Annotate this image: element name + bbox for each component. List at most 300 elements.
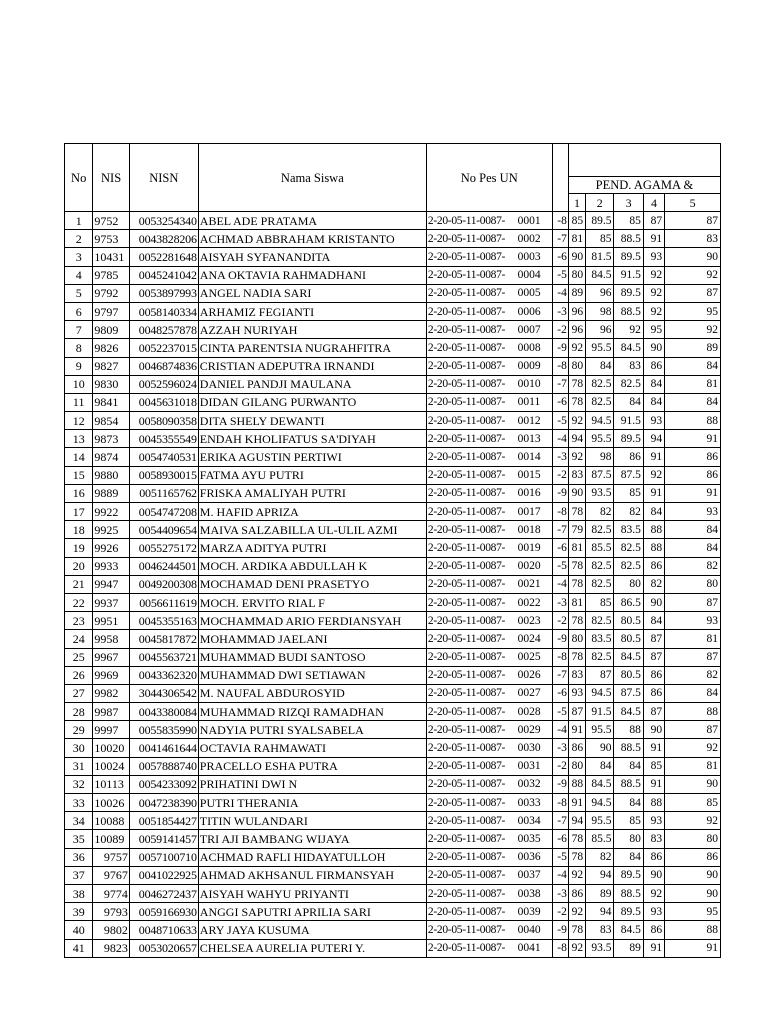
row-number: 28 — [65, 703, 93, 721]
score-cell-3: 91.5 — [614, 266, 643, 284]
score-cell-3: 92 — [614, 321, 643, 339]
exam-number-cell: 2-20-05-11-0087- — [426, 812, 517, 830]
score-cell-2: 91.5 — [586, 703, 614, 721]
exam-number-cell: 2-20-05-11-0087- — [426, 266, 517, 284]
nisn-cell: 0051165762 — [129, 484, 198, 502]
student-name-cell: MOCH. ERVITO RIAL F — [198, 593, 426, 611]
score-cell-5: 91 — [665, 484, 721, 502]
exam-number-suffix-cell: 0025 — [518, 648, 552, 666]
score-cell-5: 92 — [665, 266, 721, 284]
exam-number-suffix-cell: 0016 — [518, 484, 552, 502]
score-cell-1: 92 — [568, 939, 585, 957]
student-name-cell: NADYIA PUTRI SYALSABELA — [198, 721, 426, 739]
score-cell-4: 93 — [643, 412, 664, 430]
score-cell-5: 85 — [665, 794, 721, 812]
offset-cell: -7 — [552, 666, 568, 684]
table-row — [65, 321, 721, 339]
score-cell-2: 89.5 — [586, 212, 614, 230]
exam-number-suffix-cell: 0007 — [518, 321, 552, 339]
score-cell-2: 94 — [586, 866, 614, 884]
exam-number-suffix-cell: 0015 — [518, 466, 552, 484]
table-row — [65, 212, 721, 230]
exam-number-suffix-cell: 0034 — [518, 812, 552, 830]
student-name-cell: MOCHAMAD DENI PRASETYO — [198, 575, 426, 593]
nis-cell: 9841 — [93, 393, 129, 411]
score-cell-4: 87 — [643, 630, 664, 648]
score-cell-1: 78 — [568, 575, 585, 593]
nisn-cell: 0046874836 — [129, 357, 198, 375]
exam-number-suffix-cell: 0022 — [518, 593, 552, 611]
score-cell-2: 82.5 — [586, 375, 614, 393]
offset-cell: -5 — [552, 848, 568, 866]
exam-number-suffix-cell: 0005 — [518, 284, 552, 302]
score-cell-4: 95 — [643, 321, 664, 339]
score-cell-3: 84.5 — [614, 339, 643, 357]
table-row — [65, 503, 721, 521]
exam-number-cell: 2-20-05-11-0087- — [426, 248, 517, 266]
score-cell-5: 90 — [665, 775, 721, 793]
score-cell-5: 91 — [665, 430, 721, 448]
exam-number-cell: 2-20-05-11-0087- — [426, 393, 517, 411]
offset-cell: -6 — [552, 539, 568, 557]
student-name-cell: ANA OKTAVIA RAHMADHANI — [198, 266, 426, 284]
exam-number-suffix-cell: 0021 — [518, 575, 552, 593]
nis-cell: 9982 — [93, 684, 129, 702]
exam-number-cell: 2-20-05-11-0087- — [426, 339, 517, 357]
exam-number-suffix-cell: 0028 — [518, 703, 552, 721]
score-cell-4: 90 — [643, 866, 664, 884]
exam-number-suffix-cell: 0009 — [518, 357, 552, 375]
offset-cell: -9 — [552, 630, 568, 648]
nisn-cell: 0045563721 — [129, 648, 198, 666]
row-number: 27 — [65, 684, 93, 702]
score-cell-3: 86 — [614, 448, 643, 466]
score-cell-4: 91 — [643, 775, 664, 793]
row-number: 40 — [65, 921, 93, 939]
score-cell-2: 95.5 — [586, 812, 614, 830]
score-cell-5: 86 — [665, 448, 721, 466]
score-cell-2: 82.5 — [586, 575, 614, 593]
nisn-cell: 0054233092 — [129, 775, 198, 793]
score-cell-3: 80.5 — [614, 612, 643, 630]
nisn-cell: 0043380084 — [129, 703, 198, 721]
score-cell-4: 86 — [643, 357, 664, 375]
nisn-cell: 0045355549 — [129, 430, 198, 448]
row-number: 15 — [65, 466, 93, 484]
nisn-cell: 0053254340 — [129, 212, 198, 230]
row-number: 2 — [65, 230, 93, 248]
table-row — [65, 357, 721, 375]
nisn-cell: 0059141457 — [129, 830, 198, 848]
score-cell-5: 87 — [665, 212, 721, 230]
score-cell-4: 86 — [643, 557, 664, 575]
nisn-cell: 0048710633 — [129, 921, 198, 939]
student-name-cell: ARY JAYA KUSUMA — [198, 921, 426, 939]
score-cell-3: 89.5 — [614, 430, 643, 448]
score-cell-1: 91 — [568, 794, 585, 812]
score-cell-3: 85 — [614, 212, 643, 230]
score-cell-4: 87 — [643, 703, 664, 721]
offset-cell: -5 — [552, 703, 568, 721]
nis-cell: 9997 — [93, 721, 129, 739]
exam-number-suffix-cell: 0036 — [518, 848, 552, 866]
table-row — [65, 593, 721, 611]
row-number: 9 — [65, 357, 93, 375]
table-row — [65, 921, 721, 939]
score-cell-2: 82.5 — [586, 521, 614, 539]
col-header-nama-siswa: Nama Siswa — [198, 144, 426, 212]
nis-cell: 9947 — [93, 575, 129, 593]
score-cell-4: 91 — [643, 484, 664, 502]
score-cell-3: 88.5 — [614, 739, 643, 757]
exam-number-cell: 2-20-05-11-0087- — [426, 430, 517, 448]
score-cell-2: 82.5 — [586, 393, 614, 411]
student-name-cell: ERIKA AGUSTIN PERTIWI — [198, 448, 426, 466]
score-cell-2: 95.5 — [586, 721, 614, 739]
offset-cell: -3 — [552, 448, 568, 466]
score-cell-1: 86 — [568, 884, 585, 902]
nisn-cell: 0041461644 — [129, 739, 198, 757]
score-cell-3: 80 — [614, 830, 643, 848]
exam-number-cell: 2-20-05-11-0087- — [426, 794, 517, 812]
score-cell-1: 92 — [568, 412, 585, 430]
score-cell-1: 93 — [568, 684, 585, 702]
student-name-cell: TITIN WULANDARI — [198, 812, 426, 830]
score-cell-5: 82 — [665, 557, 721, 575]
row-number: 12 — [65, 412, 93, 430]
score-cell-1: 80 — [568, 266, 585, 284]
score-cell-3: 89 — [614, 939, 643, 957]
offset-cell: -8 — [552, 939, 568, 957]
nisn-cell: 0052237015 — [129, 339, 198, 357]
offset-cell: -2 — [552, 757, 568, 775]
exam-number-suffix-cell: 0027 — [518, 684, 552, 702]
score-cell-4: 84 — [643, 393, 664, 411]
nisn-cell: 0058140334 — [129, 302, 198, 320]
row-number: 37 — [65, 866, 93, 884]
nis-cell: 9752 — [93, 212, 129, 230]
exam-number-suffix-cell: 0004 — [518, 266, 552, 284]
student-name-cell: MOCHAMMAD ARIO FERDIANSYAH — [198, 612, 426, 630]
table-row — [65, 484, 721, 502]
table-row — [65, 866, 721, 884]
offset-cell: -4 — [552, 430, 568, 448]
student-name-cell: MOCH. ARDIKA ABDULLAH K — [198, 557, 426, 575]
score-cell-1: 90 — [568, 484, 585, 502]
offset-cell: -5 — [552, 557, 568, 575]
exam-number-cell: 2-20-05-11-0087- — [426, 703, 517, 721]
exam-number-cell: 2-20-05-11-0087- — [426, 739, 517, 757]
table-row — [65, 939, 721, 957]
row-number: 10 — [65, 375, 93, 393]
score-cell-1: 80 — [568, 757, 585, 775]
score-cell-4: 93 — [643, 248, 664, 266]
offset-cell: -9 — [552, 921, 568, 939]
score-col-header-5: 5 — [665, 194, 721, 212]
table-row — [65, 393, 721, 411]
offset-cell: -2 — [552, 612, 568, 630]
exam-number-suffix-cell: 0006 — [518, 302, 552, 320]
score-cell-1: 88 — [568, 775, 585, 793]
exam-number-suffix-cell: 0031 — [518, 757, 552, 775]
score-cell-2: 95.5 — [586, 430, 614, 448]
exam-number-suffix-cell: 0030 — [518, 739, 552, 757]
nis-cell: 9802 — [93, 921, 129, 939]
score-cell-3: 80.5 — [614, 666, 643, 684]
subject-group-header: PEND. AGAMA & — [568, 177, 720, 194]
score-cell-3: 89.5 — [614, 903, 643, 921]
score-cell-2: 82 — [586, 503, 614, 521]
table-row — [65, 575, 721, 593]
score-cell-2: 81.5 — [586, 248, 614, 266]
table-row — [65, 648, 721, 666]
exam-number-cell: 2-20-05-11-0087- — [426, 212, 517, 230]
score-cell-4: 90 — [643, 593, 664, 611]
score-cell-1: 78 — [568, 557, 585, 575]
exam-number-suffix-cell: 0029 — [518, 721, 552, 739]
nis-cell: 9823 — [93, 939, 129, 957]
score-cell-3: 82 — [614, 503, 643, 521]
row-number: 22 — [65, 593, 93, 611]
score-cell-2: 96 — [586, 284, 614, 302]
score-cell-3: 88.5 — [614, 302, 643, 320]
score-cell-3: 89.5 — [614, 248, 643, 266]
exam-number-suffix-cell: 0020 — [518, 557, 552, 575]
score-cell-5: 82 — [665, 666, 721, 684]
row-number: 32 — [65, 775, 93, 793]
score-cell-5: 84 — [665, 684, 721, 702]
table-body — [65, 212, 721, 958]
score-cell-4: 91 — [643, 448, 664, 466]
score-cell-1: 94 — [568, 812, 585, 830]
score-cell-3: 82.5 — [614, 539, 643, 557]
score-cell-5: 81 — [665, 375, 721, 393]
score-cell-1: 78 — [568, 648, 585, 666]
nisn-cell: 0046244501 — [129, 557, 198, 575]
score-cell-1: 90 — [568, 248, 585, 266]
nis-cell: 9797 — [93, 302, 129, 320]
exam-number-cell: 2-20-05-11-0087- — [426, 830, 517, 848]
score-cell-4: 88 — [643, 521, 664, 539]
score-cell-1: 92 — [568, 448, 585, 466]
exam-number-suffix-cell: 0035 — [518, 830, 552, 848]
nis-cell: 9827 — [93, 357, 129, 375]
header-spacer — [568, 144, 720, 177]
table-row — [65, 739, 721, 757]
exam-number-cell: 2-20-05-11-0087- — [426, 848, 517, 866]
student-name-cell: M. HAFID APRIZA — [198, 503, 426, 521]
student-name-cell: ACHMAD ABBRAHAM KRISTANTO — [198, 230, 426, 248]
score-cell-2: 96 — [586, 321, 614, 339]
student-name-cell: PRACELLO ESHA PUTRA — [198, 757, 426, 775]
table-row — [65, 812, 721, 830]
score-cell-2: 95.5 — [586, 339, 614, 357]
score-cell-1: 92 — [568, 339, 585, 357]
score-col-header-4: 4 — [643, 194, 664, 212]
score-cell-5: 93 — [665, 612, 721, 630]
score-cell-4: 91 — [643, 739, 664, 757]
score-cell-3: 84 — [614, 757, 643, 775]
score-cell-2: 89 — [586, 884, 614, 902]
score-cell-2: 94.5 — [586, 684, 614, 702]
nisn-cell: 0045817872 — [129, 630, 198, 648]
student-name-cell: ACHMAD RAFLI HIDAYATULLOH — [198, 848, 426, 866]
col-header-nis: NIS — [93, 144, 129, 212]
table-row — [65, 884, 721, 902]
table-row — [65, 521, 721, 539]
offset-cell: -7 — [552, 230, 568, 248]
exam-number-suffix-cell: 0024 — [518, 630, 552, 648]
nis-cell: 10024 — [93, 757, 129, 775]
score-cell-1: 78 — [568, 612, 585, 630]
score-cell-1: 81 — [568, 593, 585, 611]
score-cell-4: 90 — [643, 339, 664, 357]
score-cell-5: 95 — [665, 903, 721, 921]
student-score-table — [64, 143, 721, 958]
exam-number-suffix-cell: 0019 — [518, 539, 552, 557]
exam-number-suffix-cell: 0033 — [518, 794, 552, 812]
offset-cell: -7 — [552, 521, 568, 539]
table-row — [65, 721, 721, 739]
student-name-cell: MUHAMMAD BUDI SANTOSO — [198, 648, 426, 666]
row-number: 16 — [65, 484, 93, 502]
score-cell-3: 88 — [614, 721, 643, 739]
score-cell-4: 88 — [643, 794, 664, 812]
score-cell-5: 83 — [665, 230, 721, 248]
table-row — [65, 794, 721, 812]
exam-number-suffix-cell: 0013 — [518, 430, 552, 448]
student-name-cell: ABEL ADE PRATAMA — [198, 212, 426, 230]
score-cell-3: 80 — [614, 575, 643, 593]
exam-number-suffix-cell: 0003 — [518, 248, 552, 266]
exam-number-cell: 2-20-05-11-0087- — [426, 321, 517, 339]
score-cell-2: 85.5 — [586, 539, 614, 557]
score-cell-1: 91 — [568, 721, 585, 739]
score-cell-1: 78 — [568, 503, 585, 521]
score-cell-5: 84 — [665, 357, 721, 375]
score-col-header-3: 3 — [614, 194, 643, 212]
table-row — [65, 903, 721, 921]
student-name-cell: ANGGI SAPUTRI APRILIA SARI — [198, 903, 426, 921]
nisn-cell: 3044306542 — [129, 684, 198, 702]
exam-number-cell: 2-20-05-11-0087- — [426, 775, 517, 793]
score-cell-1: 81 — [568, 539, 585, 557]
nisn-cell: 0052281648 — [129, 248, 198, 266]
row-number: 17 — [65, 503, 93, 521]
exam-number-cell: 2-20-05-11-0087- — [426, 503, 517, 521]
score-cell-2: 82.5 — [586, 557, 614, 575]
row-number: 36 — [65, 848, 93, 866]
score-cell-3: 91.5 — [614, 412, 643, 430]
table-row — [65, 466, 721, 484]
exam-number-cell: 2-20-05-11-0087- — [426, 612, 517, 630]
nis-cell: 9987 — [93, 703, 129, 721]
score-cell-5: 88 — [665, 921, 721, 939]
offset-cell: -5 — [552, 266, 568, 284]
score-cell-3: 87.5 — [614, 466, 643, 484]
table-row — [65, 302, 721, 320]
nisn-cell: 0054747208 — [129, 503, 198, 521]
table-row — [65, 412, 721, 430]
exam-number-cell: 2-20-05-11-0087- — [426, 721, 517, 739]
nisn-cell: 0052596024 — [129, 375, 198, 393]
exam-number-cell: 2-20-05-11-0087- — [426, 630, 517, 648]
student-name-cell: AISYAH SYFANANDITA — [198, 248, 426, 266]
score-cell-3: 82.5 — [614, 557, 643, 575]
score-cell-1: 78 — [568, 375, 585, 393]
score-cell-2: 98 — [586, 448, 614, 466]
row-number: 41 — [65, 939, 93, 957]
student-name-cell: MAIVA SALZABILLA UL-ULIL AZMI — [198, 521, 426, 539]
offset-cell: -8 — [552, 357, 568, 375]
score-cell-2: 87 — [586, 666, 614, 684]
score-cell-1: 92 — [568, 903, 585, 921]
score-cell-5: 88 — [665, 412, 721, 430]
table-row — [65, 266, 721, 284]
score-cell-2: 84 — [586, 757, 614, 775]
student-name-cell: MARZA ADITYA PUTRI — [198, 539, 426, 557]
nisn-cell: 0054740531 — [129, 448, 198, 466]
student-name-cell: PUTRI THERANIA — [198, 794, 426, 812]
exam-number-suffix-cell: 0012 — [518, 412, 552, 430]
row-number: 31 — [65, 757, 93, 775]
table-row — [65, 757, 721, 775]
score-cell-4: 90 — [643, 721, 664, 739]
score-cell-5: 81 — [665, 630, 721, 648]
score-cell-3: 84.5 — [614, 921, 643, 939]
exam-number-cell: 2-20-05-11-0087- — [426, 539, 517, 557]
nisn-cell: 0043828206 — [129, 230, 198, 248]
nis-cell: 9826 — [93, 339, 129, 357]
nis-cell: 9925 — [93, 521, 129, 539]
nis-cell: 10113 — [93, 775, 129, 793]
score-cell-5: 84 — [665, 393, 721, 411]
student-name-cell: ANGEL NADIA SARI — [198, 284, 426, 302]
score-cell-2: 94.5 — [586, 794, 614, 812]
exam-number-cell: 2-20-05-11-0087- — [426, 866, 517, 884]
score-cell-1: 96 — [568, 321, 585, 339]
exam-number-cell: 2-20-05-11-0087- — [426, 757, 517, 775]
nis-cell: 9785 — [93, 266, 129, 284]
table-row — [65, 630, 721, 648]
nis-cell: 9873 — [93, 430, 129, 448]
row-number: 6 — [65, 302, 93, 320]
score-cell-2: 84.5 — [586, 775, 614, 793]
exam-number-suffix-cell: 0023 — [518, 612, 552, 630]
score-cell-2: 93.5 — [586, 484, 614, 502]
nisn-cell: 0059166930 — [129, 903, 198, 921]
score-cell-2: 90 — [586, 739, 614, 757]
score-cell-4: 91 — [643, 230, 664, 248]
offset-cell: -5 — [552, 412, 568, 430]
score-cell-5: 84 — [665, 539, 721, 557]
offset-cell: -7 — [552, 375, 568, 393]
exam-number-suffix-cell: 0032 — [518, 775, 552, 793]
score-cell-4: 93 — [643, 812, 664, 830]
score-cell-2: 82 — [586, 848, 614, 866]
exam-number-cell: 2-20-05-11-0087- — [426, 593, 517, 611]
nisn-cell: 0046272437 — [129, 884, 198, 902]
table-row — [65, 248, 721, 266]
score-cell-1: 85 — [568, 212, 585, 230]
table-row — [65, 666, 721, 684]
col-header-no-pes-un: No Pes UN — [426, 144, 552, 212]
exam-number-suffix-cell: 0002 — [518, 230, 552, 248]
score-cell-3: 89.5 — [614, 284, 643, 302]
student-name-cell: FATMA AYU PUTRI — [198, 466, 426, 484]
score-cell-4: 92 — [643, 884, 664, 902]
score-cell-3: 85 — [614, 484, 643, 502]
